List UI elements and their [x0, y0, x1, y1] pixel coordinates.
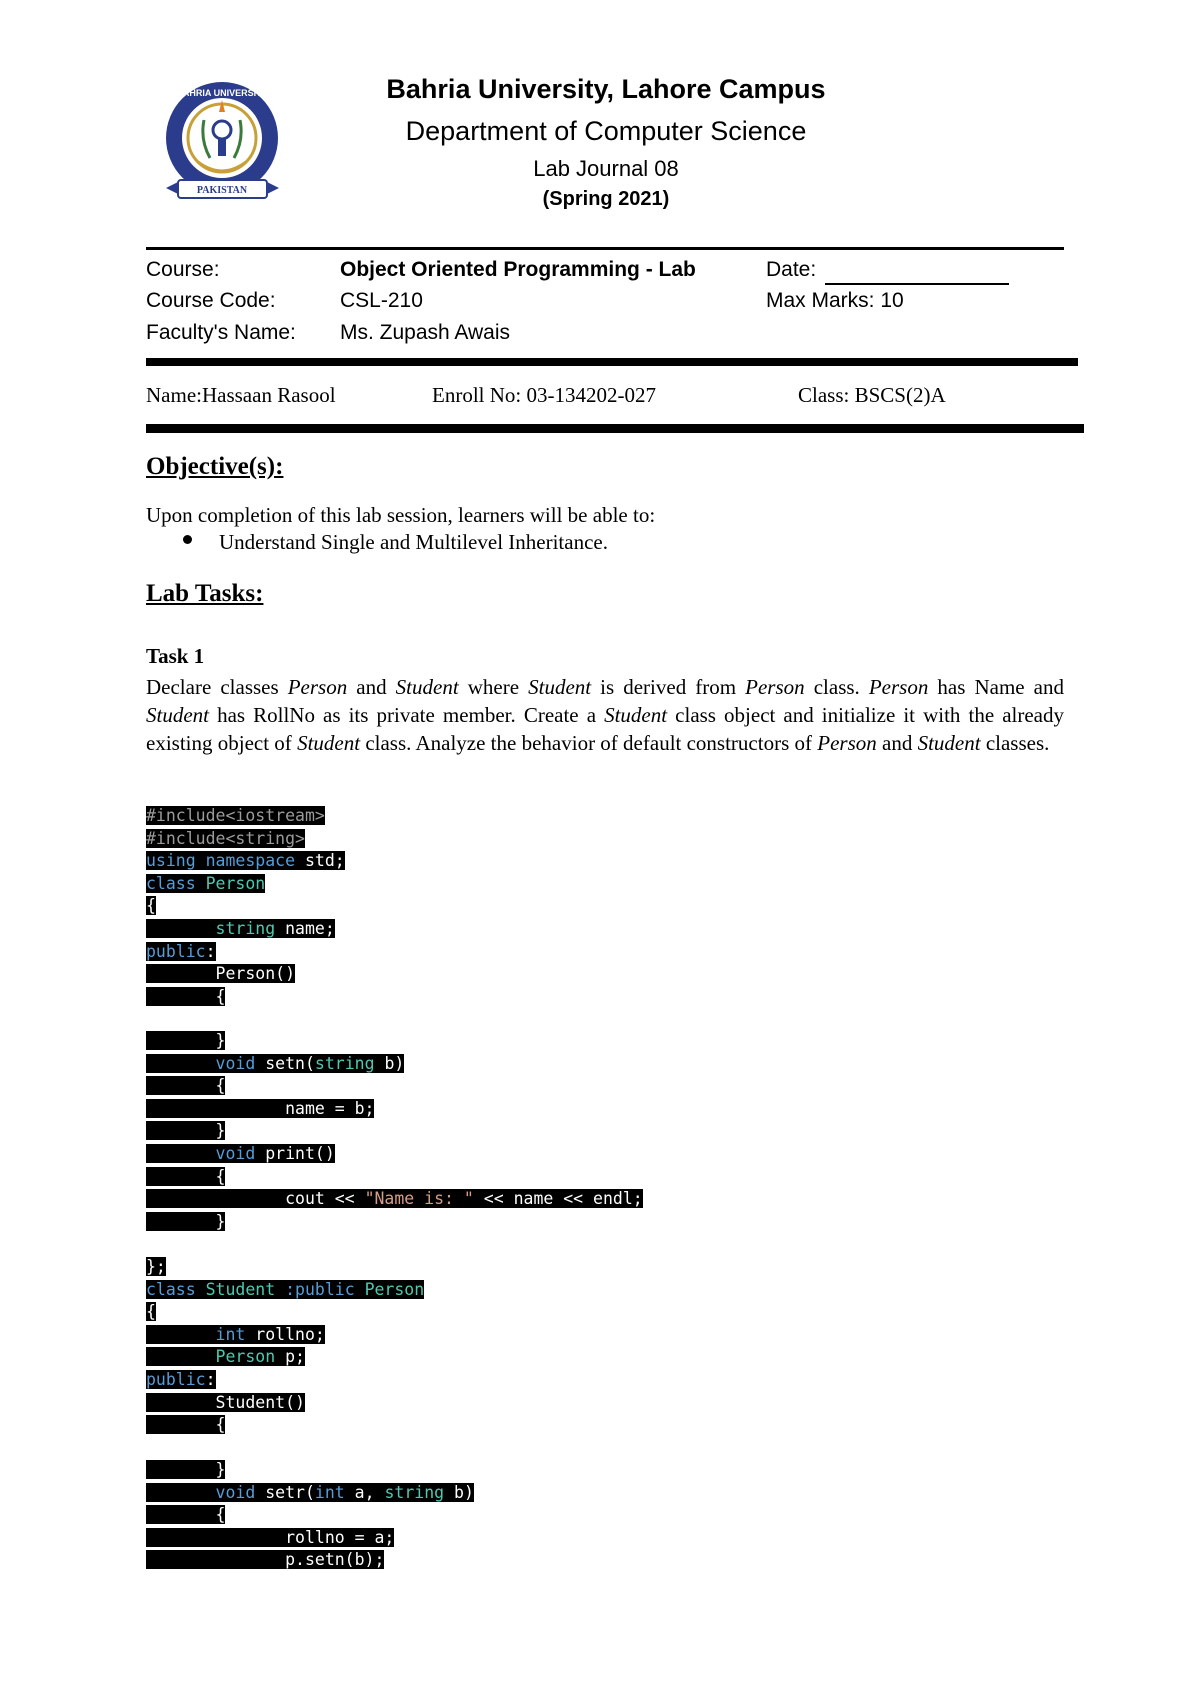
- class-section: Class: BSCS(2)A: [798, 383, 946, 407]
- code-line: int rollno;: [146, 1324, 424, 1347]
- code-line: }: [146, 1211, 643, 1234]
- university-name: Bahria University, Lahore Campus: [386, 74, 826, 104]
- divider-top: [146, 247, 1064, 250]
- code-line: #include<string>: [146, 828, 305, 848]
- code-line: Person p;: [146, 1346, 424, 1369]
- code-line: string name;: [146, 918, 345, 941]
- code-line: rollno = a;: [146, 1527, 474, 1550]
- code-line: {: [146, 1075, 643, 1098]
- code-line: class Student :public Person: [146, 1279, 425, 1299]
- code-block-2: [146, 1030, 643, 1233]
- code-line: }: [146, 1459, 474, 1482]
- department-name: Department of Computer Science: [405, 116, 807, 146]
- code-line: class Person: [146, 873, 266, 893]
- code-line: {: [146, 1414, 424, 1437]
- code-line: }: [146, 1120, 643, 1143]
- course-code-value: CSL-210: [340, 289, 423, 312]
- objectives-intro: Upon completion of this lab session, learners will be able to:: [146, 503, 656, 527]
- code-line: p.setn(b);: [146, 1549, 474, 1572]
- faculty-value: Ms. Zupash Awais: [340, 321, 511, 344]
- code-line: using namespace std;: [146, 851, 345, 871]
- enroll-number: Enroll No: 03-134202-027: [432, 383, 656, 407]
- code-line: }: [146, 1030, 643, 1053]
- code-line: void setn(string b): [146, 1053, 643, 1076]
- code-line: #include<iostream>: [146, 806, 325, 825]
- course-code-label: Course Code:: [146, 289, 276, 312]
- code-line: public:: [146, 1369, 216, 1389]
- code-line: name = b;: [146, 1098, 643, 1121]
- code-block-4: [146, 1459, 474, 1572]
- date-blank-line: [825, 283, 1009, 285]
- code-line: {: [146, 986, 345, 1009]
- date-label: Date:: [766, 258, 817, 281]
- course-label: Course:: [146, 258, 220, 281]
- code-line: {: [146, 1302, 156, 1322]
- task-description: Declare classes Person and Student where Student is derived from Person class. Person has Name and Student has RollNo as its private member. Create a Student class object and initialize it with the already existing object of Student class. Analyze the behavior of default constructors of Person and Student classes.: [146, 675, 1064, 755]
- bullet-icon: [183, 535, 192, 544]
- logo-name-text: BAHRIA UNIVERSITY: [176, 88, 268, 98]
- max-marks: Max Marks: 10: [766, 289, 904, 312]
- code-line: {: [146, 1166, 643, 1189]
- code-block-1: [146, 805, 345, 1008]
- code-line: public:: [146, 941, 216, 961]
- objectives-heading: Objective(s):: [146, 453, 284, 480]
- university-logo: [160, 80, 285, 225]
- faculty-label: Faculty's Name:: [146, 321, 296, 344]
- code-line: Student(): [146, 1392, 424, 1415]
- divider-bottom: [146, 424, 1084, 433]
- code-block-3: [146, 1256, 424, 1437]
- lab-tasks-heading: Lab Tasks:: [146, 580, 264, 607]
- code-line: cout << "Name is: " << name << endl;: [146, 1188, 643, 1211]
- code-line: };: [146, 1257, 166, 1276]
- term-label: (Spring 2021): [542, 188, 670, 210]
- journal-title: Lab Journal 08: [533, 156, 679, 181]
- code-line: void setr(int a, string b): [146, 1482, 474, 1505]
- code-line: void print(): [146, 1143, 643, 1166]
- code-line: Person(): [146, 963, 345, 986]
- logo-country-text: PAKISTAN: [196, 185, 248, 196]
- code-line: {: [146, 896, 156, 916]
- objective-item: Understand Single and Multilevel Inheritance.: [219, 530, 608, 554]
- student-name: Name:Hassaan Rasool: [146, 383, 336, 407]
- task-title: Task 1: [146, 644, 205, 668]
- divider-middle: [146, 358, 1078, 366]
- course-value: Object Oriented Programming - Lab: [340, 258, 696, 281]
- code-line: {: [146, 1504, 474, 1527]
